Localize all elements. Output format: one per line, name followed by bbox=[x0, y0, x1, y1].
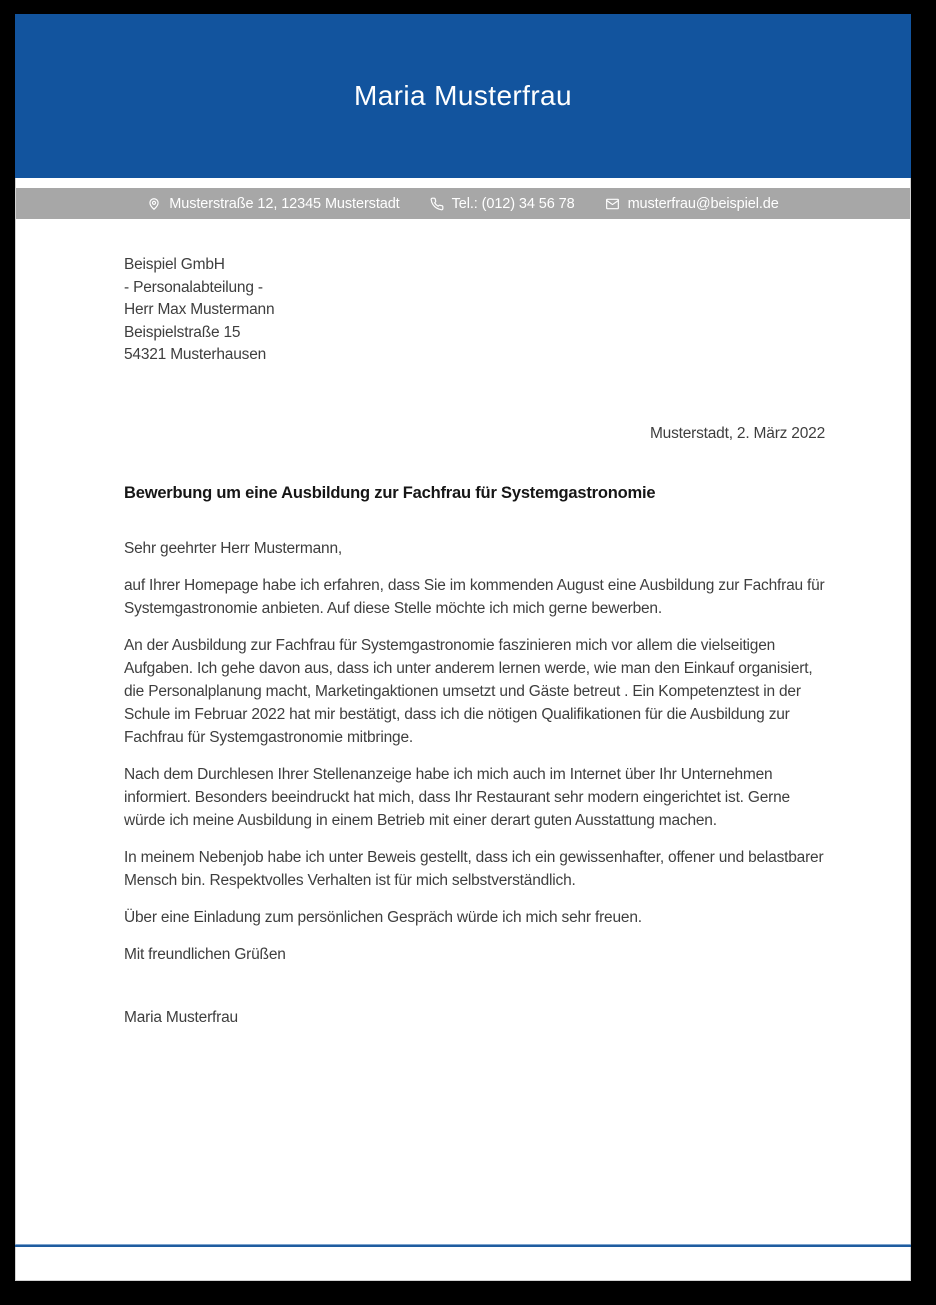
body-paragraph: An der Ausbildung zur Fachfrau für Systemgastronomie faszinieren mich vor allem die vielseitigen Aufgaben. Ich gehe davon aus, dass ich unter anderem lernen werde, wie man den Einkauf organisiert, die Personalplanung macht, Marketingaktionen umsetzt und Gäste betreut . Ein Kompetenztest in der Schule im Februar 2022 hat mir bestätigt, dass ich die nötigen Qualifikationen für die Ausbildung zur Fachfrau für Systemgastronomie mitbringe. bbox=[124, 636, 813, 746]
envelope-icon bbox=[605, 197, 620, 211]
recipient-line: Herr Max Mustermann bbox=[124, 301, 275, 318]
letter-page bbox=[15, 14, 911, 1281]
body-paragraph: Nach dem Durchlesen Ihrer Stellenanzeige habe ich mich auch im Internet über Ihr Unternehmen informiert. Besonders beeindruckt hat mich, dass Ihr Restaurant sehr modern eingerichtet ist. Gerne würde ich meine Ausbildung in einem Betrieb mit einer derart guten Ausstattung machen. bbox=[124, 765, 790, 829]
phone-icon bbox=[430, 197, 444, 211]
contact-email-text: musterfrau@beispiel.de bbox=[627, 195, 779, 212]
contact-bar bbox=[16, 188, 910, 219]
salutation: Sehr geehrter Herr Mustermann, bbox=[124, 539, 342, 557]
body-paragraph: auf Ihrer Homepage habe ich erfahren, dass Sie im kommenden August eine Ausbildung zur Fachfrau für Systemgastronomie anbieten. Auf diese Stelle möchte ich mich gerne bewerben. bbox=[124, 576, 825, 617]
body-paragraph: In meinem Nebenjob habe ich unter Beweis gestellt, dass ich ein gewissenhafter, offener und belastbarer Mensch bin. Respektvolles Verhalten ist für mich selbstverständlich. bbox=[124, 848, 824, 889]
date-line: Musterstadt, 2. März 2022 bbox=[649, 424, 825, 442]
recipient-address-block bbox=[124, 254, 825, 367]
letter-body bbox=[16, 254, 910, 1029]
location-pin-icon bbox=[147, 197, 161, 211]
recipient-line: Beispiel GmbH bbox=[124, 256, 225, 273]
contact-email bbox=[605, 196, 779, 212]
signature-name: Maria Musterfrau bbox=[124, 1008, 238, 1026]
contact-phone-text: Tel.: (012) 34 56 78 bbox=[451, 195, 575, 212]
closing-phrase: Mit freundlichen Grüßen bbox=[124, 945, 286, 963]
body-paragraph: Über eine Einladung zum persönlichen Gespräch würde ich mich sehr freuen. bbox=[124, 908, 642, 926]
letter-header bbox=[15, 14, 911, 178]
recipient-line: Beispielstraße 15 bbox=[124, 323, 241, 341]
subject-line: Bewerbung um eine Ausbildung zur Fachfrau für Systemgastronomie bbox=[124, 483, 656, 502]
contact-address-text: Musterstraße 12, 12345 Musterstadt bbox=[169, 195, 400, 212]
recipient-line: 54321 Musterhausen bbox=[124, 346, 267, 363]
contact-phone bbox=[430, 196, 575, 212]
contact-address bbox=[147, 196, 399, 212]
footer-divider-line bbox=[15, 1244, 911, 1247]
sender-name: Maria Musterfrau bbox=[353, 80, 572, 111]
recipient-line: - Personalabteilung - bbox=[124, 278, 263, 296]
